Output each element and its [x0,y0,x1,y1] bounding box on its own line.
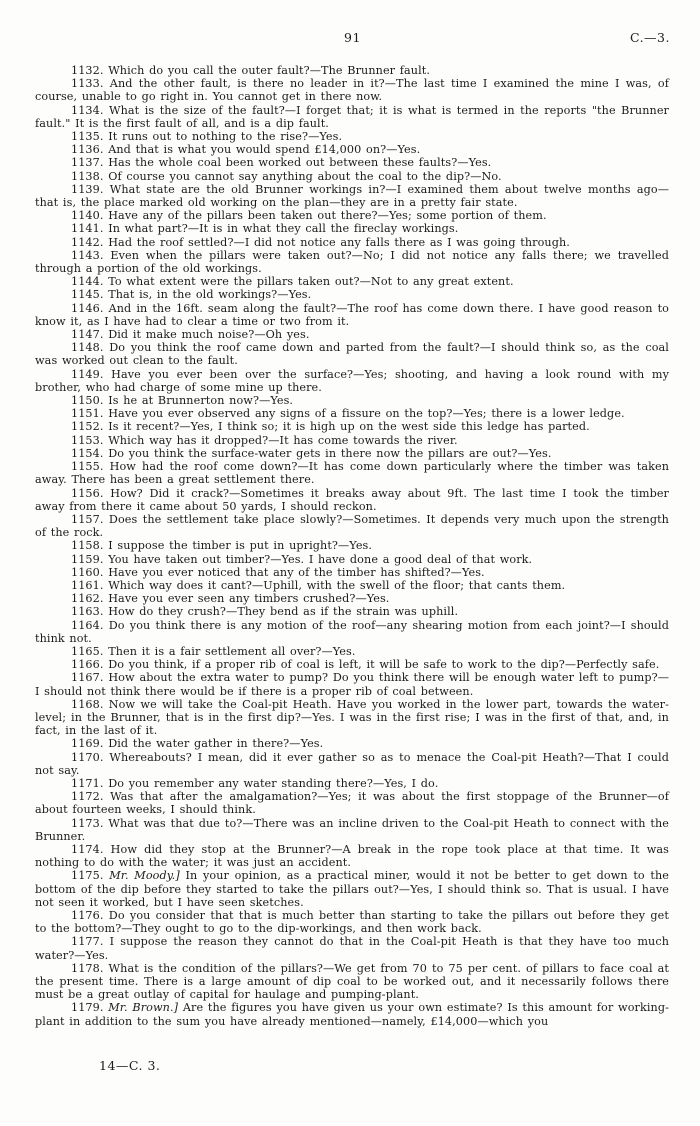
qa-paragraph: 1163. How do they crush?—They bend as if the strain was uphill. [71,605,459,619]
qa-paragraph: 1171. Do you remember any water standing there?—Yes, I do. [71,776,439,790]
qa-paragraph: 1177. I suppose the reason they cannot do that in the Coal-pit Heath is that they have too much water?—Yes. [35,935,670,962]
qa-paragraph: 1137. Has the whole coal been worked out between these faults?—Yes. [71,156,492,170]
qa-paragraph: 1156. How? Did it crack?—Sometimes it breaks away about 9ft. The last time I took the timber away from there it came about 50 yards, I should reckon. [35,486,669,513]
qa-paragraph: 1167. How about the extra water to pump? Do you think there will be enough water left to pump?—I should not think there would be if there is a proper rib of coal between. [35,671,669,698]
transcript [35,64,669,1028]
qa-paragraph: 1141. In what part?—It is in what they call the fireclay workings. [71,222,459,236]
qa-paragraph: 1178. What is the condition of the pillars?—We get from 70 to 75 per cent. of pillars to face coal at the present time. There is a large amount of dip coal to be worked out, and it necessarily follows there must be a great outlay of capital for haulage and pumping-plant. [35,961,669,1002]
qa-paragraph: 1157. Does the settlement take place slowly?—Sometimes. It depends very much upon the strength of the rock. [35,512,669,540]
qa-paragraph: 1165. Then it is a fair settlement all over?—Yes. [71,644,356,658]
qa-paragraph: 1133. And the other fault, is there no leader in it?—The last time I examined the mine I was, of course, unable to go right in. You cannot get in there now. [35,77,669,104]
qa-paragraph: 1143. Even when the pillars were taken out?—No; I did not notice any falls there; we travelled through a portion of the old workings. [35,248,669,276]
qa-paragraph: 1151. Have you ever observed any signs of a fissure on the top?—Yes; there is a lower ledge. [71,407,625,421]
printer-signature: 14—C. 3. [99,1058,161,1073]
qa-paragraph: 1153. Which way has it dropped?—It has come towards the river. [71,433,458,447]
qa-paragraph: 1138. Of course you cannot say anything about the coal to the dip?—No. [71,169,502,183]
qa-paragraph: 1175. Mr. Moody.] In your opinion, as a practical miner, would it not be better to get down to the bottom of the dip before they started to take the pillars out?—Yes, I should think so. That is usual. I have not seen it worked, but I have seen sketches. [35,869,670,909]
qa-paragraph: 1166. Do you think, if a proper rib of coal is left, it will be safe to work to the dip?—Perfectly safe. [71,658,660,672]
qa-paragraph: 1169. Did the water gather in there?—Yes. [71,737,324,751]
qa-paragraph: 1146. And in the 16ft. seam along the fault?—The roof has come down there. I have good reason to know it, as I have had to clear a time or two from it. [35,301,669,328]
qa-paragraph: 1147. Did it make much noise?—Oh yes. [71,328,310,342]
qa-paragraph: 1150. Is he at Brunnerton now?—Yes. [71,394,294,408]
speaker-name: Mr. Brown.] [108,1001,179,1015]
speaker-name: Mr. Moody.] [109,869,180,883]
qa-paragraph: 1142. Had the roof settled?—I did not notice any falls there as I was going through. [71,235,570,249]
page-header [35,30,670,48]
qa-paragraph: 1155. How had the roof come down?—It has come down particularly where the timber was taken away. There has been a great settlement there. [35,460,669,487]
qa-paragraph: 1176. Do you consider that that is much better than starting to take the pillars out before they get to the bottom?—They ought to go to the dip-workings, and then work back. [35,909,670,936]
qa-paragraph: 1136. And that is what you would spend £14,000 on?—Yes. [71,143,421,157]
qa-paragraph: 1174. How did they stop at the Brunner?—A break in the rope took place at that time. It was nothing to do with the water; it was just an accident. [35,842,669,870]
qa-paragraph: 1162. Have you ever seen any timbers crushed?—Yes. [71,592,390,606]
qa-paragraph: 1145. That is, in the old workings?—Yes. [71,288,312,302]
qa-paragraph: 1159. You have taken out timber?—Yes. I have done a good deal of that work. [71,552,533,566]
qa-paragraph: 1179. Mr. Brown.] Are the figures you have given us your own estimate? Is this amount for working-plant in addition to the sum you have already mentioned—namely, £14,000—which you [35,1001,669,1028]
qa-paragraph: 1148. Do you think the roof came down and parted from the fault?—I should think so, as the coal was worked out clean to the fault. [35,341,669,368]
qa-paragraph: 1152. Is it recent?—Yes, I think so; it is high up on the west side this ledge has parted. [71,420,590,434]
qa-paragraph: 1158. I suppose the timber is put in upright?—Yes. [71,539,373,553]
qa-paragraph: 1160. Have you ever noticed that any of the timber has shifted?—Yes. [71,565,485,579]
qa-paragraph: 1154. Do you think the surface-water gets in there now the pillars are out?—Yes. [71,446,552,460]
qa-paragraph: 1172. Was that after the amalgamation?—Yes; it was about the first stoppage of the Brunner—of about fourteen weeks, I should think. [35,790,670,817]
qa-paragraph: 1168. Now we will take the Coal-pit Heath. Have you worked in the lower part, towards the water-level; in the Brunner, that is in the first dip?—Yes. I was in the first rise; I was in the first of that, and, in fact, in the last of it. [35,697,670,738]
qa-paragraph: 1164. Do you think there is any motion of the roof—any shearing motion from each joint?—I should think not. [35,618,669,645]
qa-paragraph: 1139. What state are the old Brunner workings in?—I examined them about twelve months ago—that is, the place marked old working on the plan—they are in a pretty fair state. [35,182,669,210]
qa-paragraph: 1170. Whereabouts? I mean, did it ever gather so as to menace the Coal-pit Heath?—That I could not say. [35,750,669,777]
qa-paragraph: 1149. Have you ever been over the surface?—Yes; shooting, and having a look round with my brother, who had charge of some mine up there. [35,367,670,394]
qa-paragraph: 1132. Which do you call the outer fault?—The Brunner fault. [71,64,431,77]
qa-paragraph: 1144. To what extent were the pillars taken out?—Not to any great extent. [71,275,514,289]
document-code: C.—3. [629,30,670,45]
qa-paragraph: 1135. It runs out to nothing to the rise?—Yes. [71,130,343,144]
page-number: 91 [344,30,361,45]
qa-paragraph: 1173. What was that due to?—There was an incline driven to the Coal-pit Heath to connect with the Brunner. [35,816,669,843]
qa-paragraph: 1140. Have any of the pillars been taken out there?—Yes; some portion of them. [71,209,547,223]
qa-paragraph: 1134. What is the size of the fault?—I forget that; it is what is termed in the reports "the Brunner fault." It is the first fault of all, and is a dip fault. [35,103,669,130]
qa-paragraph: 1161. Which way does it cant?—Uphill, with the swell of the floor; that cants them. [71,578,566,592]
